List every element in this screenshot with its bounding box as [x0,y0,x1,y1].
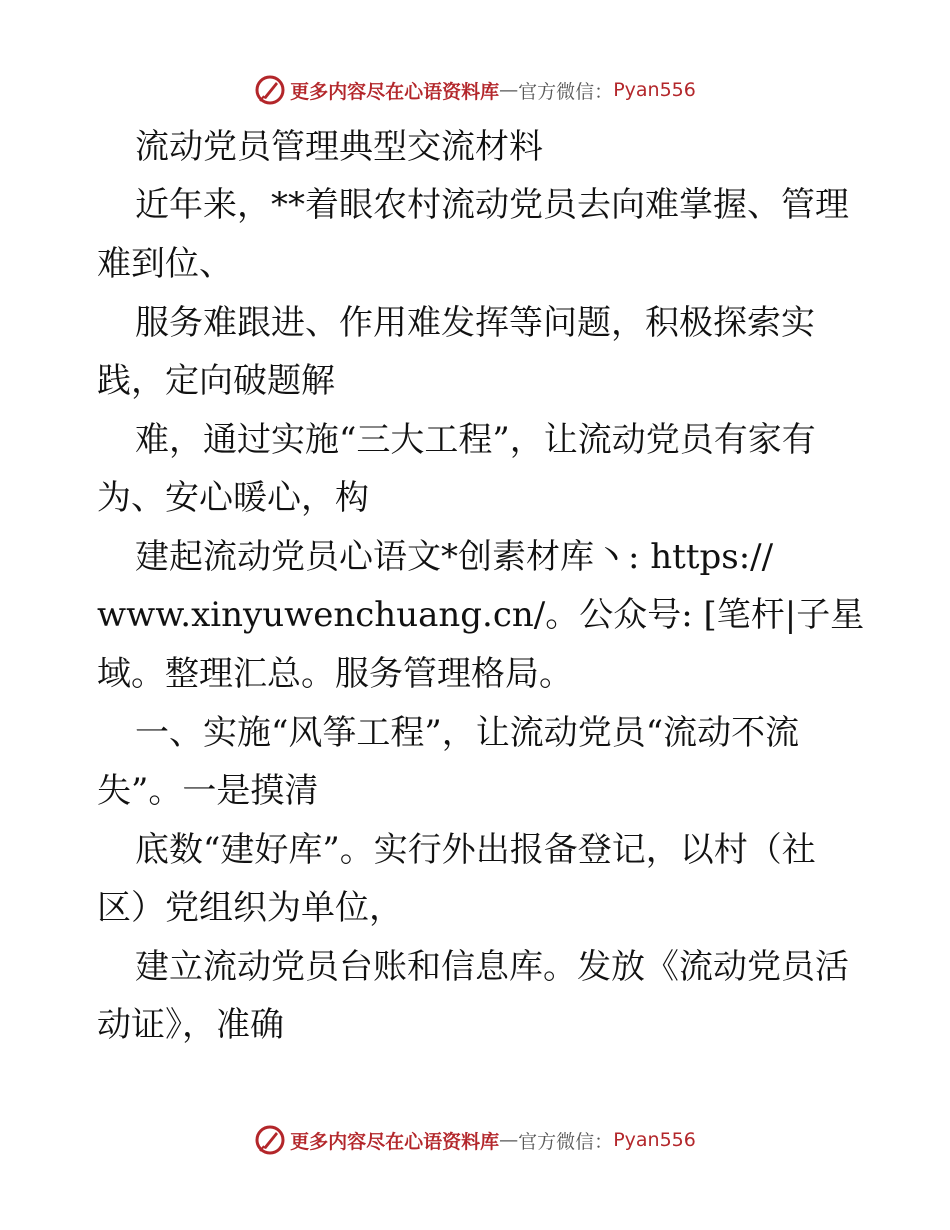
paragraph-line: www.xinyuwenchuang.cn/。公众号: [笔杆|子星 [97,595,865,635]
paragraph-line: 近年来，**着眼农村流动党员去向难掌握、管理 [135,185,849,225]
document-title: 流动党员管理典型交流材料 [135,127,543,167]
feather-pen-logo-icon [254,1124,286,1156]
paragraph-line: 建起流动党员心语文*创素材库丶: https:// [135,537,774,577]
wechat-label: 官方微信： [518,1130,614,1153]
feather-pen-logo-icon [254,74,286,106]
paragraph-line: 难，通过实施“三大工程”，让流动党员有家有 [135,420,816,460]
paragraph-line: 底数“建好库”。实行外出报备登记，以村（社 [135,830,816,870]
banner-dash: — [499,79,519,101]
wechat-account: Pyan556 [613,1129,696,1151]
paragraph-line: 动证》，准确 [97,1005,284,1045]
header-watermark-banner [0,70,950,110]
paragraph-line: 服务难跟进、作用难发挥等问题，积极探索实 [135,303,815,343]
paragraph-line: 建立流动党员台账和信息库。发放《流动党员活 [135,947,849,987]
wechat-account: Pyan556 [613,79,696,101]
paragraph-line: 域。整理汇总。服务管理格局。 [97,654,573,694]
paragraph-line: 难到位、 [97,244,233,284]
banner-dash: — [499,1129,519,1151]
paragraph-line: 践，定向破题解 [97,361,335,401]
site-name: 更多内容尽在心语资料库 [290,80,500,103]
paragraph-line: 失”。一是摸清 [97,771,319,811]
site-name: 更多内容尽在心语资料库 [290,1130,500,1153]
section-heading-line: 一、实施“风筝工程”，让流动党员“流动不流 [135,713,800,753]
paragraph-line: 为、安心暖心，构 [97,478,369,518]
footer-watermark-banner [0,1120,950,1160]
wechat-label: 官方微信： [518,80,614,103]
paragraph-line: 区）党组织为单位， [97,888,403,928]
